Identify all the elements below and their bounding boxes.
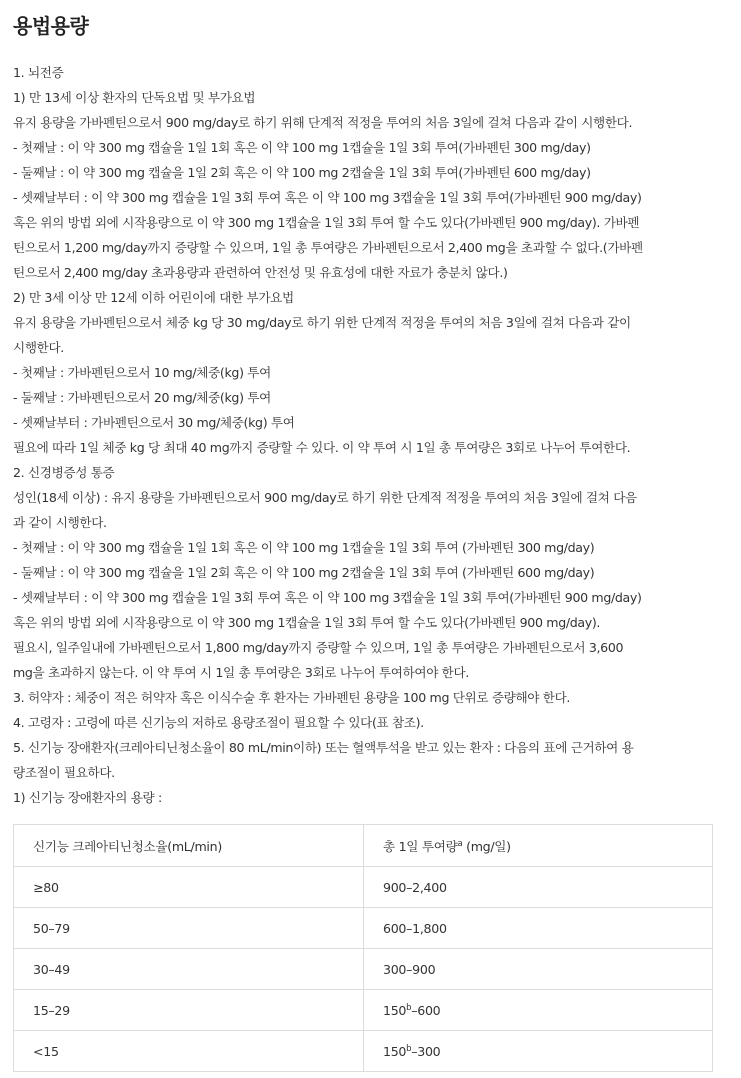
dose-cell (364, 949, 713, 990)
text-line: 필요에 따라 1일 체중 kg 당 최대 40 mg까지 증량할 수 있다. 이 약 투여 시 1일 총 투여량은 3회로 나누어 투여한다. (13, 440, 631, 455)
text-line: 시행한다. (13, 340, 64, 355)
table-row (14, 990, 713, 1031)
dose-cell (364, 908, 713, 949)
table-row (14, 867, 713, 908)
text-line: 유지 용량을 가바펜틴으로서 900 mg/day로 하기 위해 단계적 적정을 투여의 처음 3일에 걸쳐 다음과 같이 시행한다. (13, 115, 633, 130)
text-line: 5. 신기능 장애환자(크레아티닌청소율이 80 mL/min이하) 또는 혈액투석을 받고 있는 환자 : 다음의 표에 근거하여 용 (13, 740, 634, 755)
text-line: 혹은 위의 방법 외에 시작용량으로 이 약 300 mg 1캡슐을 1일 3회 투여 할 수도 있다(가바펜틴 900 mg/day). (13, 615, 601, 630)
renal-dose-table (13, 824, 713, 1072)
text-line: 혹은 위의 방법 외에 시작용량으로 이 약 300 mg 1캡슐을 1일 3회 투여 할 수도 있다(가바펜틴 900 mg/day). 가바펜 (13, 215, 640, 230)
dose-end: –300 (411, 1043, 441, 1059)
text-line: - 첫째날 : 이 약 300 mg 캡슐을 1일 1회 혹은 이 약 100 mg 1캡슐을 1일 3회 투여 (가바펜틴 300 mg/day) (13, 540, 595, 555)
text-line: 성인(18세 이상) : 유지 용량을 가바펜틴으로서 900 mg/day로 하기 위한 단계적 적정을 투여의 처음 3일에 걸쳐 다음 (13, 490, 637, 505)
text-line: - 셋째날부터 : 이 약 300 mg 캡슐을 1일 3회 투여 혹은 이 약 100 mg 3캡슐을 1일 3회 투여(가바펜틴 900 mg/day) (13, 590, 642, 605)
footnote-mark: b (406, 1002, 412, 1013)
table-row (14, 949, 713, 990)
dose-cell (364, 1031, 713, 1072)
text-line: - 첫째날 : 이 약 300 mg 캡슐을 1일 1회 혹은 이 약 100 mg 1캡슐을 1일 3회 투여(가바펜틴 300 mg/day) (13, 140, 591, 155)
header-daily-dose (364, 825, 713, 867)
dose-cell (364, 990, 713, 1031)
text-line: 1. 뇌전증 (13, 65, 64, 80)
text-line: 량조절이 필요하다. (13, 765, 115, 780)
header-crcl: 신기능 크레아티닌청소율(mL/min) (14, 825, 364, 867)
dose-start: 600 (383, 920, 407, 936)
text-line: 틴으로서 2,400 mg/day 초과용량과 관련하여 안전성 및 유효성에 대한 자료가 충분치 않다.) (13, 265, 508, 280)
text-line: 유지 용량을 가바펜틴으로서 체중 kg 당 30 mg/day로 하기 위한 단계적 적정을 투여의 처음 3일에 걸쳐 다음과 같이 (13, 315, 631, 330)
text-line: 2) 만 3세 이상 만 12세 이하 어린이에 대한 부가요법 (13, 290, 294, 305)
text-line: 4. 고령자 : 고령에 따른 신기능의 저하로 용량조절이 필요할 수 있다(표 참조). (13, 715, 424, 730)
text-line: 틴으로서 1,200 mg/day까지 증량할 수 있으며, 1일 총 투여량은 가바펜틴으로서 2,400 mg을 초과할 수 없다.(가바펜 (13, 240, 643, 255)
text-line: 1) 만 13세 이상 환자의 단독요법 및 부가요법 (13, 90, 256, 105)
text-line: mg을 초과하지 않는다. 이 약 투여 시 1일 총 투여량은 3회로 나누어 투여하여야 한다. (13, 665, 469, 680)
crcl-cell: ≥80 (14, 867, 364, 908)
text-line: 과 같이 시행한다. (13, 515, 107, 530)
dosage-text (13, 60, 718, 810)
header-daily-dose-text: 총 1일 투여량 (383, 839, 458, 854)
text-line: 2. 신경병증성 통증 (13, 465, 115, 480)
dose-start: 150 (383, 1043, 407, 1059)
text-line: 필요시, 일주일내에 가바펜틴으로서 1,800 mg/day까지 증량할 수 있으며, 1일 총 투여량은 가바펜틴으로서 3,600 (13, 640, 624, 655)
dose-start: 150 (383, 1002, 407, 1018)
crcl-cell: 50–79 (14, 908, 364, 949)
table-row (14, 908, 713, 949)
footnote-mark: a (457, 838, 463, 849)
dose-end: –1,800 (406, 920, 447, 936)
dose-end: –600 (411, 1002, 441, 1018)
footnote-mark: b (406, 1043, 412, 1054)
dose-end: –2,400 (406, 879, 447, 895)
dose-start: 900 (383, 879, 407, 895)
text-line: - 첫째날 : 가바펜틴으로서 10 mg/체중(kg) 투여 (13, 365, 271, 380)
dose-start: 300 (383, 961, 407, 977)
page-title: 용법용량 (13, 14, 89, 38)
crcl-cell: 15–29 (14, 990, 364, 1031)
crcl-cell: <15 (14, 1031, 364, 1072)
text-line: - 셋째날부터 : 이 약 300 mg 캡슐을 1일 3회 투여 혹은 이 약 100 mg 3캡슐을 1일 3회 투여(가바펜틴 900 mg/day) (13, 190, 642, 205)
crcl-cell: 30–49 (14, 949, 364, 990)
table-row (14, 1031, 713, 1072)
text-line: - 둘째날 : 이 약 300 mg 캡슐을 1일 2회 혹은 이 약 100 mg 2캡슐을 1일 3회 투여 (가바펜틴 600 mg/day) (13, 565, 595, 580)
text-line: - 셋째날부터 : 가바펜틴으로서 30 mg/체중(kg) 투여 (13, 415, 295, 430)
text-line: - 둘째날 : 이 약 300 mg 캡슐을 1일 2회 혹은 이 약 100 mg 2캡슐을 1일 3회 투여(가바펜틴 600 mg/day) (13, 165, 591, 180)
text-line: 3. 허약자 : 체중이 적은 허약자 혹은 이식수술 후 환자는 가바펜틴 용량을 100 mg 단위로 증량해야 한다. (13, 690, 571, 705)
text-line: 1) 신기능 장애환자의 용량 : (13, 790, 162, 805)
dose-end: –900 (406, 961, 436, 977)
table-header-row (14, 825, 713, 867)
dose-cell (364, 867, 713, 908)
header-daily-dose-unit: (mg/일) (462, 839, 511, 854)
text-line: - 둘째날 : 가바펜틴으로서 20 mg/체중(kg) 투여 (13, 390, 271, 405)
